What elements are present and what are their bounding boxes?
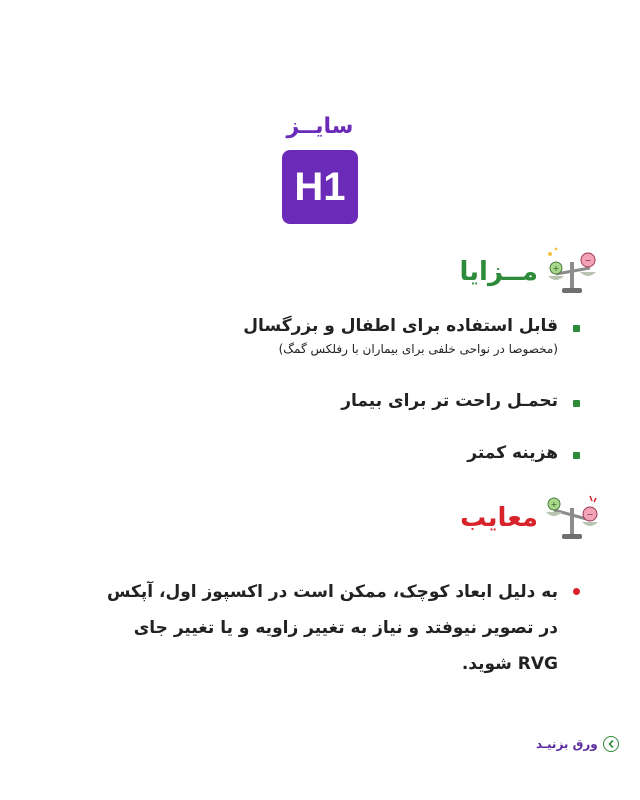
bullet-icon [573, 325, 580, 332]
scale-plus-icon [544, 246, 600, 298]
disadvantages-heading [460, 492, 600, 544]
list-item [243, 316, 558, 356]
svg-text:+: + [550, 500, 558, 509]
svg-text:−: − [584, 256, 592, 265]
list-item-text: به دلیل ابعاد کوچک، ممکن است در اکسپوز اول، آپکس در تصویر نیوفتد و نیاز به تغییر زاویه و یا تغییر جای RVG شوید. [106, 582, 558, 674]
advantages-heading [460, 246, 600, 298]
list-item [341, 391, 558, 411]
next-page-label[interactable]: ورق بزنیـد [536, 737, 598, 751]
chevron-left-icon[interactable] [603, 736, 619, 752]
list-item-text: هزینه کمتر [467, 443, 558, 463]
scale-minus-icon [544, 492, 600, 544]
advantages-title: مــزایا [459, 257, 538, 287]
list-item [88, 574, 558, 682]
svg-text:−: − [586, 510, 594, 519]
size-badge: H1 [282, 150, 358, 224]
svg-text:+: + [552, 264, 560, 273]
bullet-icon [573, 400, 580, 407]
next-page-link[interactable] [536, 736, 619, 752]
list-item [467, 443, 558, 463]
size-heading: سایــز [286, 114, 354, 139]
bullet-icon [573, 588, 580, 595]
list-item-text: تحمـل راحت تر برای بیمار [341, 391, 558, 411]
list-item-note: (مخصوصا در نواحی خلفی برای بیماران با رفلکس گمگ) [278, 342, 558, 356]
disadvantages-title: معایب [460, 503, 538, 533]
bullet-icon [573, 452, 580, 459]
list-item-text: قابل استفاده برای اطفال و بزرگسال [243, 316, 558, 336]
